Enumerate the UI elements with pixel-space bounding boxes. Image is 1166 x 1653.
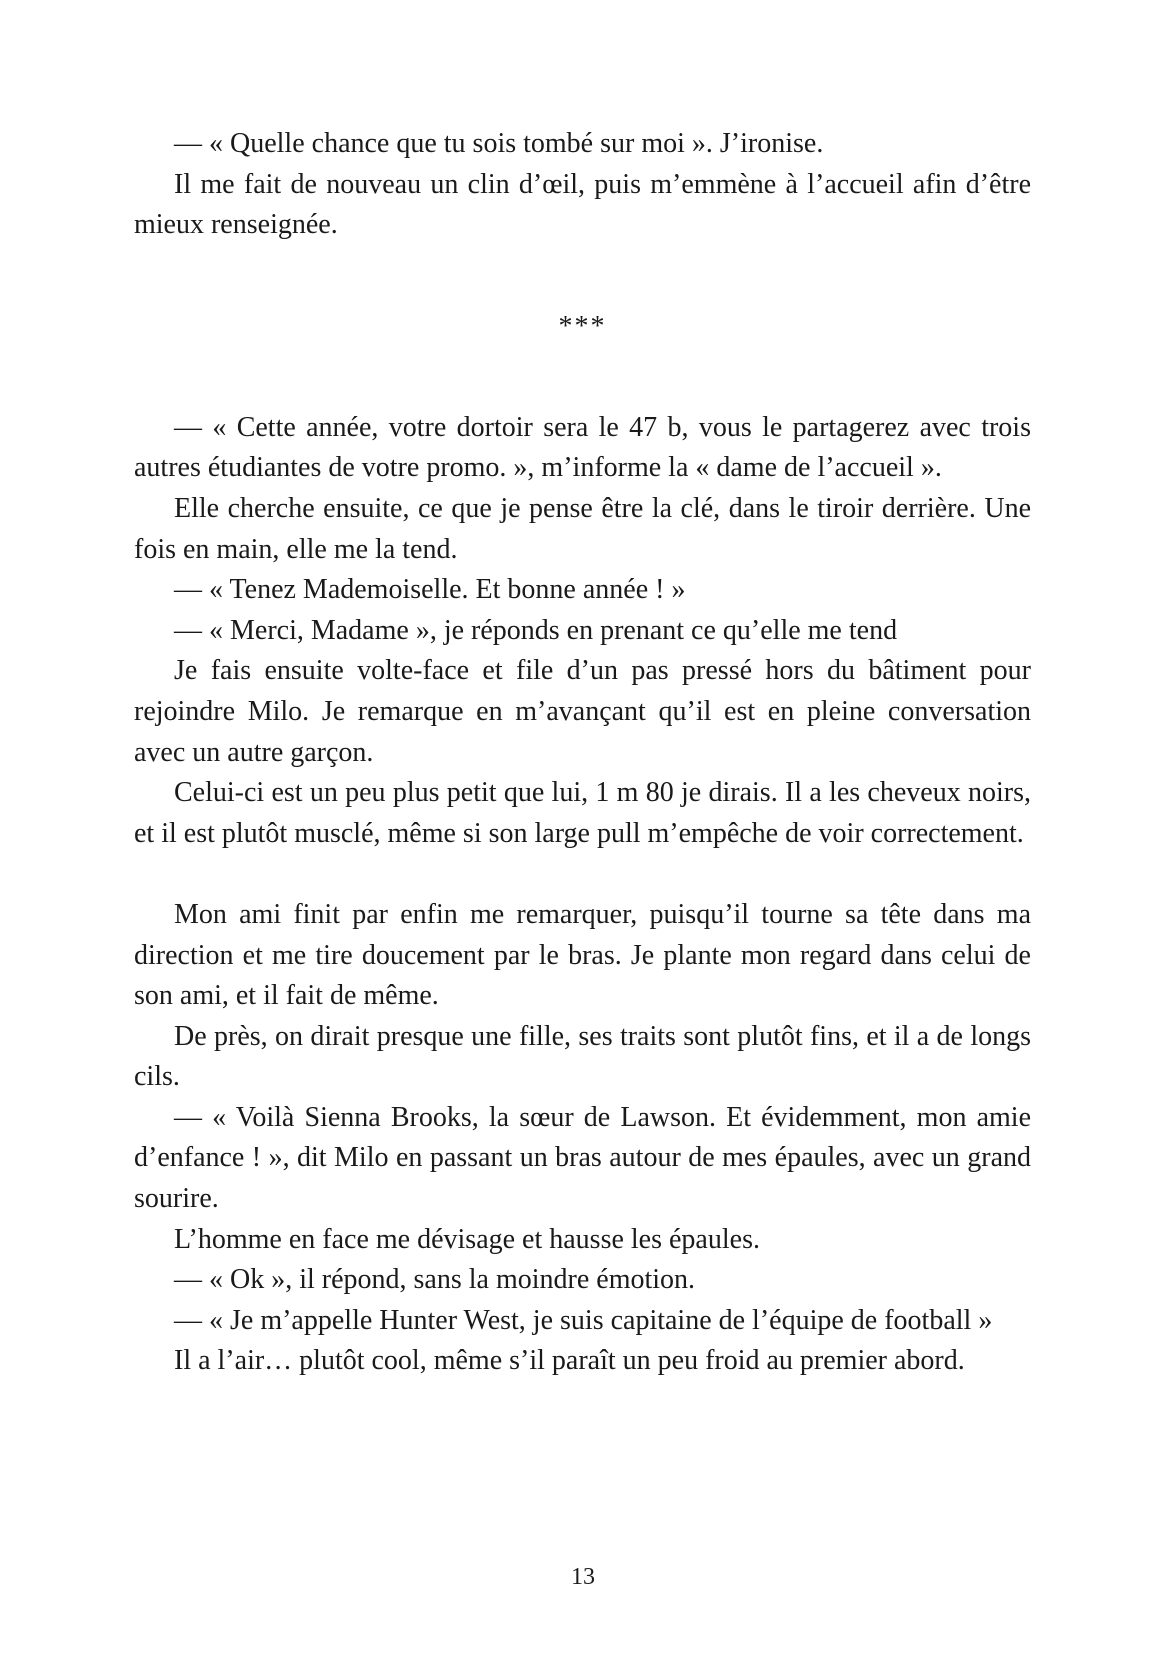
dialogue-line: — « Je m’appelle Hunter West, je suis capitaine de l’équipe de football » [174,1304,993,1336]
dialogue-line: — « Tenez Mademoiselle. Et bonne année ! » [174,574,686,606]
paragraph: L’homme en face me dévisage et hausse les épaules. [174,1223,760,1255]
blank-line [134,854,1031,895]
paragraph: De près, on dirait presque une fille, ses traits sont plutôt fins, et il a de longs cils. [134,1020,1031,1093]
dialogue-line: — « Voilà Sienna Brooks, la sœur de Lawson. Et évidemment, mon amie d’enfance ! », dit Milo en passant un bras autour de mes épaules, avec un grand sourire. [134,1101,1031,1215]
paragraph: Mon ami finit par enfin me remarquer, puisqu’il tourne sa tête dans ma direction et me tire doucement par le bras. Je plante mon regard dans celui de son ami, et il fait de même. [134,898,1031,1012]
page-body [134,124,1031,1382]
paragraph: Celui-ci est un peu plus petit que lui, 1 m 80 je dirais. Il a les cheveux noirs, et il est plutôt musclé, même si son large pull m’empêche de voir correctement. [134,777,1031,849]
paragraph: Il me fait de nouveau un clin d’œil, puis m’emmène à l’accueil afin d’être mieux renseignée. [134,168,1031,241]
paragraph: Elle cherche ensuite, ce que je pense être la clé, dans le tiroir derrière. Une fois en main, elle me la tend. [134,492,1031,565]
dialogue-line: — « Cette année, votre dortoir sera le 47 b, vous le partagerez avec trois autres étudiantes de votre promo. », m’informe la « dame de l’accueil ». [134,411,1031,484]
section-separator: *** [558,310,607,342]
paragraph: Il a l’air… plutôt cool, même s’il paraît un peu froid au premier abord. [174,1345,965,1377]
dialogue-line: — « Merci, Madame », je réponds en prenant ce qu’elle me tend [174,614,898,646]
dialogue-line: — « Ok », il répond, sans la moindre émotion. [174,1264,696,1296]
dialogue-line: — « Quelle chance que tu sois tombé sur moi ». J’ironise. [174,128,824,159]
page-number: 13 [571,1564,595,1590]
paragraph: Je fais ensuite volte-face et file d’un pas pressé hors du bâtiment pour rejoindre Milo. Je remarque en m’avançant qu’il est en pleine conversation avec un autre garçon. [134,655,1031,768]
